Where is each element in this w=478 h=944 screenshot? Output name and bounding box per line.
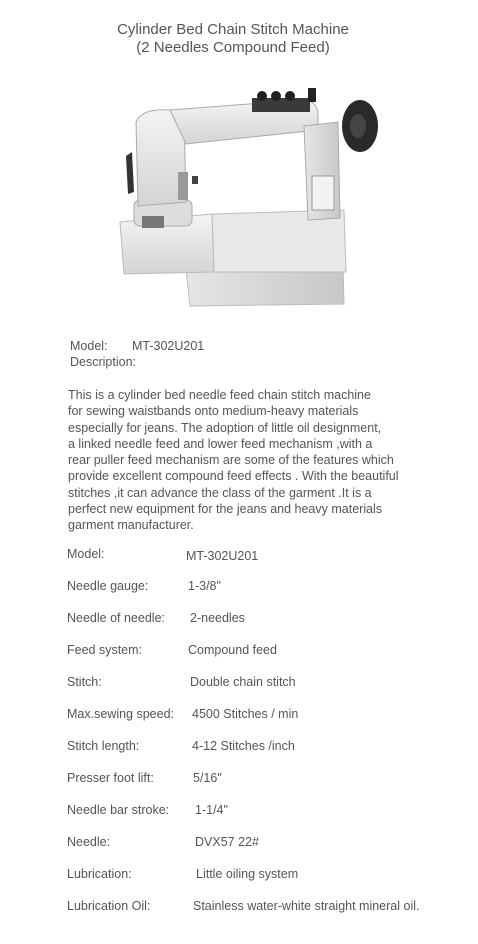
page-title: Cylinder Bed Chain Stitch Machine <box>117 21 349 38</box>
spec-label-needle: Needle: <box>67 835 111 849</box>
spec-label-model: Model: <box>67 547 105 561</box>
spec-label-lubrication-oil: Lubrication Oil: <box>67 899 151 913</box>
description-line: garment manufacturer. <box>68 518 194 533</box>
spec-value-needle-gauge: 1-3/8" <box>188 579 221 593</box>
spec-value-stitch-length: 4-12 Stitches /inch <box>192 739 295 753</box>
spec-label-lubrication: Lubrication: <box>67 867 132 881</box>
spec-label-max-sewing-speed: Max.sewing speed: <box>67 707 175 721</box>
spec-value-lubrication: Little oiling system <box>196 867 299 881</box>
description-line: This is a cylinder bed needle feed chain stitch machine <box>68 388 371 402</box>
page-subtitle: (2 Needles Compound Feed) <box>136 39 330 56</box>
spec-label-needle-gauge: Needle gauge: <box>67 579 149 593</box>
description-line: a linked needle feed and lower feed mechanism ,with a <box>68 436 373 451</box>
spec-label-needle-of-needle: Needle of needle: <box>67 611 165 625</box>
description-line: especially for jeans. The adoption of little oil designment, <box>68 420 382 435</box>
sewing-machine-image <box>112 82 390 312</box>
spec-value-feed-system: Compound feed <box>188 643 277 657</box>
spec-value-needle: DVX57 22# <box>195 835 259 849</box>
description-line: stitches ,it can advance the class of the garment .It is a <box>68 485 372 500</box>
spec-label-stitch: Stitch: <box>67 675 102 689</box>
model-value: MT-302U201 <box>132 339 205 353</box>
spec-value-needle-of-needle: 2-needles <box>190 611 245 625</box>
spec-label-presser-foot-lift: Presser foot lift: <box>67 771 154 785</box>
spec-value-max-sewing-speed: 4500 Stitches / min <box>192 707 299 721</box>
description-label: Description: <box>70 355 136 369</box>
spec-value-model: MT-302U201 <box>186 549 259 563</box>
model-label: Model: <box>70 339 108 353</box>
spec-value-stitch: Double chain stitch <box>190 675 296 689</box>
spec-label-needle-bar-stroke: Needle bar stroke: <box>67 803 170 817</box>
description-text <box>68 387 428 534</box>
spec-label-feed-system: Feed system: <box>67 643 143 657</box>
description-line: perfect new equipment for the jeans and heavy materials <box>68 502 383 517</box>
spec-value-presser-foot-lift: 5/16" <box>193 771 222 785</box>
spec-value-lubrication-oil: Stainless water-white straight mineral oil. <box>193 899 420 913</box>
description-line: provide excellent compound feed effects . With the beautiful <box>68 469 399 484</box>
description-line: for sewing waistbands onto medium-heavy materials <box>68 404 359 419</box>
description-line: rear puller feed mechanism are some of the features which <box>68 453 394 468</box>
spec-value-needle-bar-stroke: 1-1/4" <box>195 803 228 817</box>
spec-label-stitch-length: Stitch length: <box>67 739 140 753</box>
